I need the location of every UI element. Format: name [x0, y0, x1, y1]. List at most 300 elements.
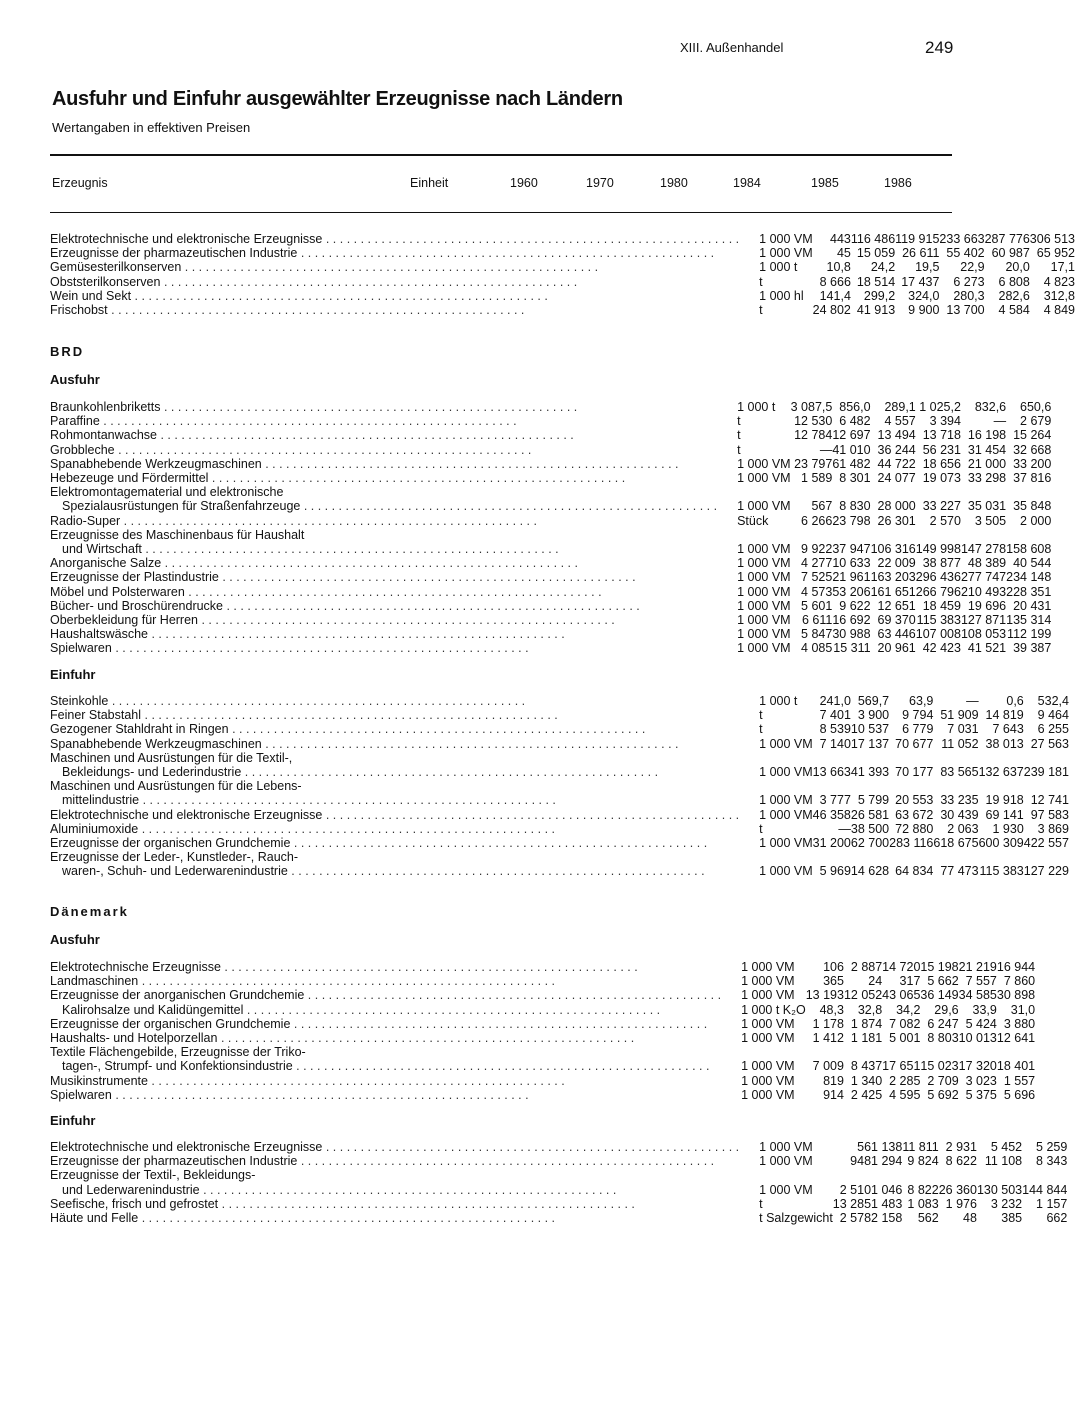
value-cell: 365 — [823, 974, 844, 989]
product-name: Anorganische Salze . . . . . . . . . . . . . . . . . . . . . . . . . . . . . . . . . . . . . . . . . . . . . . . . . . . . . . . . . . . . — [50, 556, 578, 571]
table-row — [50, 765, 1069, 779]
value-cell: 15 198 — [920, 960, 959, 974]
unit-cell: Stück — [737, 513, 769, 528]
value-cell: 18 459 — [922, 598, 961, 613]
value-cell: 5 259 — [1036, 1140, 1068, 1154]
value-cell: 116 486 — [850, 232, 896, 246]
unit-cell: t — [759, 722, 763, 737]
brd-export-table — [50, 400, 1051, 656]
value-cell: 37 947 — [832, 542, 871, 557]
value-cell: 562 — [917, 1211, 939, 1226]
brd-import-table — [50, 694, 1069, 879]
value-cell: 41 393 — [850, 765, 890, 780]
product-name: Kalirohsalze und Kalidüngemittel . . . . . . . . . . . . . . . . . . . . . . . . . . . . . . . . . . . . . . . . . . . . . . . . . . . . . . . . . . . . — [62, 1002, 661, 1017]
unit-cell: 1 000 VM — [741, 960, 795, 974]
unit-cell: 1 000 t — [759, 694, 798, 708]
value-cell: 10 013 — [958, 1031, 997, 1046]
value-cell — [813, 850, 851, 864]
value-cell: 532,4 — [1037, 694, 1069, 708]
col-head-1980: 1980 — [660, 176, 688, 190]
unit-cell: 1 000 VM — [737, 556, 791, 571]
value-cell: 41 521 — [967, 641, 1007, 656]
value-cell: 6 273 — [953, 274, 985, 289]
value-cell — [902, 1168, 938, 1182]
table-row — [50, 850, 1069, 864]
unit-cell: t — [737, 414, 741, 429]
value-cell — [916, 485, 961, 499]
value-cell: 10,8 — [826, 260, 851, 275]
value-cell: 3 232 — [990, 1196, 1023, 1211]
value-cell: 9 794 — [902, 708, 934, 723]
value-cell: 5 375 — [965, 1087, 997, 1102]
value-cell — [939, 1168, 977, 1182]
value-cell — [961, 528, 1006, 542]
product-name: Wein und Sekt . . . . . . . . . . . . . . . . . . . . . . . . . . . . . . . . . . . . . . . . . . . . . . . . . . . . . . . . . . . . — [50, 288, 548, 303]
value-cell: 16 692 — [832, 613, 871, 628]
unit-cell: 1 000 VM — [741, 1016, 795, 1031]
value-cell: 1 340 — [850, 1073, 883, 1088]
value-cell: 64 834 — [895, 864, 934, 879]
value-cell: 17 320 — [958, 1059, 997, 1074]
product-name: Erzeugnisse der organischen Grundchemie . . . . . . . . . . . . . . . . . . . . . . . . . . . . . . . . . . . . . . . . . . . . . . . . . . . . . . . . . . . . — [50, 836, 708, 851]
table-row — [50, 722, 1069, 736]
value-cell: 283 116 — [889, 836, 934, 851]
value-cell: 158 608 — [1006, 542, 1052, 557]
value-cell: 19 918 — [985, 793, 1024, 808]
value-cell: 2 578 — [839, 1211, 872, 1226]
product-name: Erzeugnisse der pharmazeutischen Industrie . . . . . . . . . . . . . . . . . . . . . . . . . . . . . . . . . . . . . . . . . . . . . . . . . . . . . . . . . . . . — [50, 1154, 715, 1169]
value-cell: 3 900 — [857, 708, 890, 723]
value-cell: 13 663 — [812, 765, 851, 780]
value-cell: 34,2 — [896, 1002, 921, 1017]
unit-cell — [739, 779, 813, 793]
value-cell: 1 412 — [812, 1031, 844, 1046]
table-row — [50, 1168, 1067, 1182]
product-name: Erzeugnisse der Plastindustrie . . . . . . . . . . . . . . . . . . . . . . . . . . . . . . . . . . . . . . . . . . . . . . . . . . . . . . . . . . . . — [50, 570, 636, 585]
value-cell: 38 500 — [850, 821, 890, 836]
value-cell — [1022, 1168, 1067, 1182]
value-cell: 9 464 — [1037, 708, 1069, 723]
table-row — [50, 1045, 1035, 1059]
unit-cell — [721, 1045, 806, 1059]
value-cell: 36 149 — [920, 988, 959, 1003]
table-row — [50, 808, 1069, 822]
table-row — [50, 613, 1051, 627]
value-cell: 6 266 — [801, 513, 833, 528]
value-cell: 20 961 — [877, 641, 916, 656]
col-head-1985: 1985 — [811, 176, 839, 190]
value-cell: 149 998 — [915, 542, 961, 557]
value-cell: — — [993, 414, 1007, 429]
table-row — [50, 694, 1069, 708]
value-cell — [920, 1045, 958, 1059]
value-cell — [791, 485, 833, 499]
value-cell: 33 298 — [967, 471, 1007, 486]
value-cell: 19 073 — [922, 471, 961, 486]
unit-cell: 1 000 VM — [759, 765, 813, 780]
unit-cell: t — [737, 442, 741, 457]
product-name: Seefische, frisch und gefrostet . . . . . . . . . . . . . . . . . . . . . . . . . . . . . . . . . . . . . . . . . . . . . . . . . . . . . . . . . . . . — [50, 1196, 635, 1211]
value-cell: 48,3 — [819, 1002, 844, 1017]
value-cell: 2 510 — [839, 1182, 872, 1197]
value-cell: 43 065 — [882, 988, 921, 1003]
value-cell: 2 709 — [927, 1073, 959, 1088]
value-cell: 7 401 — [819, 708, 851, 723]
value-cell: 15 264 — [1013, 428, 1052, 443]
value-cell: 16 198 — [967, 428, 1007, 443]
value-cell: 13 193 — [805, 988, 844, 1003]
unit-cell: t Salzgewicht — [759, 1211, 833, 1226]
unit-cell — [739, 1168, 833, 1182]
header-rule — [50, 212, 952, 213]
value-cell: 4 557 — [884, 414, 916, 429]
product-name: mittelindustrie . . . . . . . . . . . . . . . . . . . . . . . . . . . . . . . . . . . . . . . . . . . . . . . . . . . . . . . . . . . . — [62, 793, 556, 808]
table-row — [50, 443, 1051, 457]
value-cell: 108 053 — [960, 627, 1007, 642]
value-cell: 8 666 — [819, 274, 851, 289]
value-cell: 618 675 — [933, 836, 979, 851]
value-cell: 12 530 — [794, 414, 833, 429]
table-row — [50, 499, 1051, 513]
value-cell: 40 544 — [1013, 556, 1052, 571]
value-cell: 18 514 — [856, 274, 896, 289]
value-cell: 127 229 — [1023, 864, 1069, 879]
product-name: Maschinen und Ausrüstungen für die Lebens- — [50, 779, 302, 794]
value-cell: 163 203 — [870, 570, 916, 585]
value-cell: 210 493 — [960, 584, 1007, 599]
value-cell: 2 000 — [1020, 513, 1052, 528]
unit-cell: 1 000 VM — [759, 1154, 813, 1169]
value-cell: 29,6 — [934, 1002, 959, 1017]
value-cell: 228 351 — [1006, 584, 1052, 599]
value-cell: 12 741 — [1030, 793, 1069, 808]
value-cell: 2 158 — [871, 1211, 903, 1226]
product-name: Maschinen und Ausrüstungen für die Textil-, — [50, 750, 293, 765]
value-cell: 856,0 — [839, 400, 871, 414]
table-row — [50, 585, 1051, 599]
value-cell — [1024, 751, 1069, 765]
product-name: Aluminiumoxide . . . . . . . . . . . . . . . . . . . . . . . . . . . . . . . . . . . . . . . . . . . . . . . . . . . . . . . . . . . . — [50, 821, 555, 836]
product-name: Erzeugnisse der anorganischen Grundchemie . . . . . . . . . . . . . . . . . . . . . . . . . . . . . . . . . . . . . . . . . . . . . . . . . . . . . . . . . . . . — [50, 988, 722, 1003]
value-cell — [851, 779, 889, 793]
table-row — [50, 1017, 1035, 1031]
value-cell: 266 796 — [915, 584, 961, 599]
value-cell — [979, 850, 1024, 864]
product-name: Möbel und Polsterwaren . . . . . . . . . . . . . . . . . . . . . . . . . . . . . . . . . . . . . . . . . . . . . . . . . . . . . . . . . . . . — [50, 584, 602, 599]
unit-cell — [739, 751, 813, 765]
value-cell: 21 961 — [832, 570, 871, 585]
value-cell: 62 700 — [850, 836, 890, 851]
value-cell: 15 311 — [833, 641, 871, 656]
product-name: Frischobst . . . . . . . . . . . . . . . . . . . . . . . . . . . . . . . . . . . . . . . . . . . . . . . . . . . . . . . . . . . . — [50, 303, 525, 318]
value-cell: 287 776 — [984, 232, 1030, 246]
value-cell: 115 383 — [979, 864, 1024, 879]
value-cell: 26 301 — [877, 513, 916, 528]
brd-export-heading: Ausfuhr — [50, 372, 100, 387]
unit-cell — [739, 850, 813, 864]
value-cell — [933, 779, 978, 793]
value-cell: 9 622 — [839, 598, 871, 613]
value-cell: 0,6 — [1006, 694, 1024, 708]
value-cell: 5 662 — [927, 974, 959, 989]
value-cell: 5 601 — [801, 598, 833, 613]
unit-cell: 1 000 VM — [759, 246, 813, 261]
value-cell — [851, 751, 889, 765]
value-cell: 16 944 — [996, 960, 1036, 974]
table-row — [50, 485, 1051, 499]
product-name: und Lederwarenindustrie . . . . . . . . . . . . . . . . . . . . . . . . . . . . . . . . . . . . . . . . . . . . . . . . . . . . . . . . . . . . — [62, 1182, 617, 1197]
value-cell — [1006, 528, 1051, 542]
unit-cell: 1 000 VM — [759, 807, 813, 822]
value-cell — [832, 528, 870, 542]
value-cell: 8 622 — [945, 1154, 977, 1169]
value-cell — [889, 751, 933, 765]
value-cell — [959, 1045, 997, 1059]
value-cell: 32,8 — [857, 1002, 883, 1017]
table-row — [50, 246, 1075, 260]
unit-cell: 1 000 VM — [741, 1073, 795, 1088]
value-cell: 7 082 — [889, 1016, 921, 1031]
value-cell: 1 874 — [850, 1016, 883, 1031]
table-row — [50, 1183, 1067, 1197]
value-cell: 9 900 — [908, 303, 940, 318]
unit-cell: 1 000 VM — [759, 1140, 813, 1154]
value-cell: 8 539 — [819, 722, 851, 737]
table-row — [50, 1140, 1067, 1154]
unit-cell: t — [737, 428, 741, 443]
value-cell: 2 285 — [889, 1073, 921, 1088]
value-cell: 15 059 — [856, 246, 896, 261]
value-cell: 4 823 — [1043, 274, 1075, 289]
value-cell: 282,6 — [998, 288, 1030, 303]
value-cell: 7 860 — [1003, 974, 1036, 989]
unit-cell: 1 000 VM — [741, 1059, 795, 1074]
value-cell: 1 083 — [907, 1196, 939, 1211]
value-cell: 4 085 — [801, 641, 833, 656]
value-cell: 11 108 — [984, 1154, 1023, 1169]
product-name: Spanabhebende Werkzeugmaschinen . . . . . . . . . . . . . . . . . . . . . . . . . . . . . . . . . . . . . . . . . . . . . . . . . . . . . . . . . . . . — [50, 736, 679, 751]
value-cell: 2 887 — [850, 960, 883, 974]
table-row — [50, 988, 1035, 1002]
value-cell: 22 009 — [877, 556, 916, 571]
page-title: Ausfuhr und Einfuhr ausgewählter Erzeugnisse nach Ländern — [52, 88, 623, 110]
value-cell: 7 557 — [965, 974, 997, 989]
value-cell: 55 402 — [946, 246, 985, 261]
value-cell: 7 009 — [812, 1059, 844, 1074]
unit-cell: 1 000 VM — [759, 232, 813, 246]
brd-import-heading: Einfuhr — [50, 667, 96, 682]
unit-cell: 1 000 VM — [759, 1182, 813, 1197]
value-cell: 6 779 — [902, 722, 934, 737]
page-subtitle: Wertangaben in effektiven Preisen — [52, 120, 251, 135]
value-cell: 19,5 — [915, 260, 940, 275]
value-cell: 32 668 — [1013, 442, 1052, 457]
value-cell: 914 — [823, 1087, 844, 1102]
value-cell: 12 641 — [996, 1031, 1036, 1046]
value-cell: 5 969 — [819, 864, 851, 879]
table-row — [50, 457, 1051, 471]
unit-cell: 1 000 hl — [759, 288, 804, 303]
value-cell: 33 235 — [940, 793, 979, 808]
unit-cell: t — [759, 274, 763, 289]
value-cell: 239 181 — [1023, 765, 1069, 780]
unit-cell: t — [759, 303, 763, 318]
value-cell: 1 157 — [1036, 1196, 1068, 1211]
unit-cell: 1 000 VM — [737, 598, 791, 613]
product-name: Feiner Stabstahl . . . . . . . . . . . . . . . . . . . . . . . . . . . . . . . . . . . . . . . . . . . . . . . . . . . . . . . . . . . . — [50, 708, 558, 723]
value-cell: 819 — [823, 1073, 844, 1088]
unit-cell: 1 000 VM — [741, 974, 795, 989]
value-cell: 30 439 — [940, 807, 979, 822]
value-cell: 144 844 — [1022, 1182, 1068, 1197]
value-cell — [791, 528, 833, 542]
value-cell: 8 803 — [927, 1031, 959, 1046]
value-cell: 31 454 — [967, 442, 1007, 457]
value-cell: 41 913 — [856, 303, 896, 318]
table-row — [50, 303, 1075, 317]
product-name: tagen-, Strumpf- und Konfektionsindustrie . . . . . . . . . . . . . . . . . . . . . . . . . . . . . . . . . . . . . . . . . . . . . . . . . . . . . . . . . . . . — [62, 1059, 710, 1074]
unit-cell: t — [759, 1196, 763, 1211]
value-cell: 23 798 — [832, 513, 871, 528]
value-cell: 132 637 — [978, 765, 1024, 780]
table-row — [50, 289, 1075, 303]
value-cell: 24 802 — [812, 303, 851, 318]
value-cell: 443 — [830, 232, 851, 246]
table-row — [50, 556, 1051, 570]
table-row — [50, 1074, 1035, 1088]
value-cell: 6 255 — [1037, 722, 1069, 737]
top-rule — [50, 154, 952, 156]
value-cell: 662 — [1046, 1211, 1068, 1226]
product-name: Elektrotechnische und elektronische Erzeugnisse . . . . . . . . . . . . . . . . . . . . . . . . . . . . . . . . . . . . . . . . . . . . . . . . . . . . . . . . . . . . — [50, 1140, 740, 1154]
value-cell: 97 583 — [1030, 807, 1069, 822]
product-name: Oberbekleidung für Herren . . . . . . . . . . . . . . . . . . . . . . . . . . . . . . . . . . . . . . . . . . . . . . . . . . . . . . . . . . . . — [50, 613, 615, 628]
denmark-export-heading: Ausfuhr — [50, 932, 100, 947]
col-head-1984: 1984 — [733, 176, 761, 190]
unit-cell: 1 000 t — [737, 400, 776, 414]
value-cell: 6 247 — [927, 1016, 959, 1031]
value-cell: 35 031 — [967, 499, 1007, 514]
value-cell: 69 141 — [985, 807, 1024, 822]
value-cell: 296 436 — [915, 570, 961, 585]
value-cell: 3 777 — [819, 793, 851, 808]
value-cell: 1 046 — [871, 1182, 903, 1197]
value-cell: 60 987 — [991, 246, 1030, 261]
value-cell — [844, 1045, 882, 1059]
value-cell: 115 383 — [916, 613, 961, 628]
table-row — [50, 428, 1051, 442]
value-cell: 7 140 — [819, 736, 851, 751]
value-cell: 48 389 — [967, 556, 1007, 571]
product-name: Rohmontanwachse . . . . . . . . . . . . . . . . . . . . . . . . . . . . . . . . . . . . . . . . . . . . . . . . . . . . . . . . . . . . — [50, 428, 574, 443]
product-name: Grobbleche . . . . . . . . . . . . . . . . . . . . . . . . . . . . . . . . . . . . . . . . . . . . . . . . . . . . . . . . . . . . — [50, 442, 532, 457]
value-cell: 63 672 — [895, 807, 934, 822]
value-cell: 30 988 — [832, 627, 871, 642]
table-row — [50, 514, 1051, 528]
unit-cell: 1 000 VM — [737, 542, 791, 557]
value-cell: 119 915 — [895, 232, 940, 246]
product-name: Radio-Super . . . . . . . . . . . . . . . . . . . . . . . . . . . . . . . . . . . . . . . . . . . . . . . . . . . . . . . . . . . . — [50, 513, 537, 528]
value-cell: 106 — [823, 960, 844, 974]
unit-cell: 1 000 VM — [741, 1087, 795, 1102]
value-cell: 1 181 — [850, 1031, 883, 1046]
product-name: Gezogener Stahldraht in Ringen . . . . . . . . . . . . . . . . . . . . . . . . . . . . . . . . . . . . . . . . . . . . . . . . . . . . . . . . . . . . — [50, 722, 646, 737]
value-cell: 141,4 — [819, 288, 851, 303]
country-heading-denmark: Dänemark — [50, 904, 129, 919]
value-cell: 277 747 — [960, 570, 1007, 585]
product-name: Spanabhebende Werkzeugmaschinen . . . . . . . . . . . . . . . . . . . . . . . . . . . . . . . . . . . . . . . . . . . . . . . . . . . . . . . . . . . . — [50, 456, 679, 471]
value-cell: 312,8 — [1043, 288, 1075, 303]
value-cell: 13 718 — [922, 428, 961, 443]
value-cell: 3 023 — [965, 1073, 997, 1088]
value-cell: 24 — [868, 974, 883, 989]
product-name: Haushalts- und Hotelporzellan . . . . . . . . . . . . . . . . . . . . . . . . . . . . . . . . . . . . . . . . . . . . . . . . . . . . . . . . . . . . — [50, 1031, 635, 1046]
table-row — [50, 960, 1035, 974]
table-row — [50, 260, 1075, 274]
col-head-1970: 1970 — [586, 176, 614, 190]
value-cell — [813, 751, 851, 765]
table-row — [50, 751, 1069, 765]
value-cell: 20,0 — [1005, 260, 1030, 275]
value-cell: 2 425 — [850, 1087, 883, 1102]
value-cell: 234 148 — [1006, 570, 1052, 585]
unit-cell: 1 000 t K₂O — [741, 1002, 806, 1017]
value-cell: 53 206 — [832, 584, 871, 599]
value-cell — [1024, 850, 1069, 864]
value-cell: 3 505 — [974, 513, 1007, 528]
denmark-import-heading: Einfuhr — [50, 1113, 96, 1128]
value-cell: 17 437 — [901, 274, 940, 289]
value-cell: 63 446 — [877, 627, 916, 642]
value-cell — [832, 485, 870, 499]
product-name: Obststerilkonserven . . . . . . . . . . . . . . . . . . . . . . . . . . . . . . . . . . . . . . . . . . . . . . . . . . . . . . . . . . . . — [50, 274, 578, 289]
value-cell: 31 200 — [812, 836, 851, 851]
value-cell: 306 513 — [1029, 232, 1075, 246]
value-cell: 72 880 — [895, 821, 934, 836]
denmark-import-table — [50, 1140, 1067, 1225]
value-cell: 1 976 — [945, 1196, 977, 1211]
value-cell — [871, 1168, 902, 1182]
value-cell: 12 052 — [843, 988, 883, 1003]
value-cell: 70 677 — [895, 736, 934, 751]
table-row — [50, 528, 1051, 542]
value-cell: 19 696 — [967, 598, 1007, 613]
value-cell: 39 387 — [1013, 641, 1052, 656]
product-name: Spielwaren . . . . . . . . . . . . . . . . . . . . . . . . . . . . . . . . . . . . . . . . . . . . . . . . . . . . . . . . . . . . — [50, 1087, 529, 1102]
value-cell: 3 880 — [1003, 1016, 1036, 1031]
value-cell: 3 869 — [1037, 821, 1069, 836]
value-cell: 317 — [899, 974, 921, 989]
value-cell: 46 358 — [812, 807, 851, 822]
value-cell: 14 720 — [882, 960, 921, 974]
table-row — [50, 708, 1069, 722]
value-cell: 83 565 — [940, 765, 979, 780]
product-name: Textile Flächengebilde, Erzeugnisse der Triko- — [50, 1045, 306, 1060]
unit-cell: 1 000 VM — [737, 499, 791, 514]
value-cell: 4 849 — [1043, 303, 1075, 318]
unit-cell: t — [759, 708, 763, 723]
product-name: Häute und Felle . . . . . . . . . . . . . . . . . . . . . . . . . . . . . . . . . . . . . . . . . . . . . . . . . . . . . . . . . . . . — [50, 1211, 556, 1226]
value-cell — [1024, 779, 1069, 793]
value-cell: 17 651 — [882, 1059, 921, 1074]
unit-cell: 1 000 VM — [737, 570, 791, 585]
product-name: Haushaltswäsche . . . . . . . . . . . . . . . . . . . . . . . . . . . . . . . . . . . . . . . . . . . . . . . . . . . . . . . . . . . . — [50, 627, 565, 642]
value-cell: 77 473 — [940, 864, 979, 879]
value-cell: 33 200 — [1013, 456, 1052, 471]
value-cell — [871, 528, 916, 542]
value-cell: 45 — [836, 246, 851, 261]
unit-cell: 1 000 VM — [737, 613, 791, 628]
